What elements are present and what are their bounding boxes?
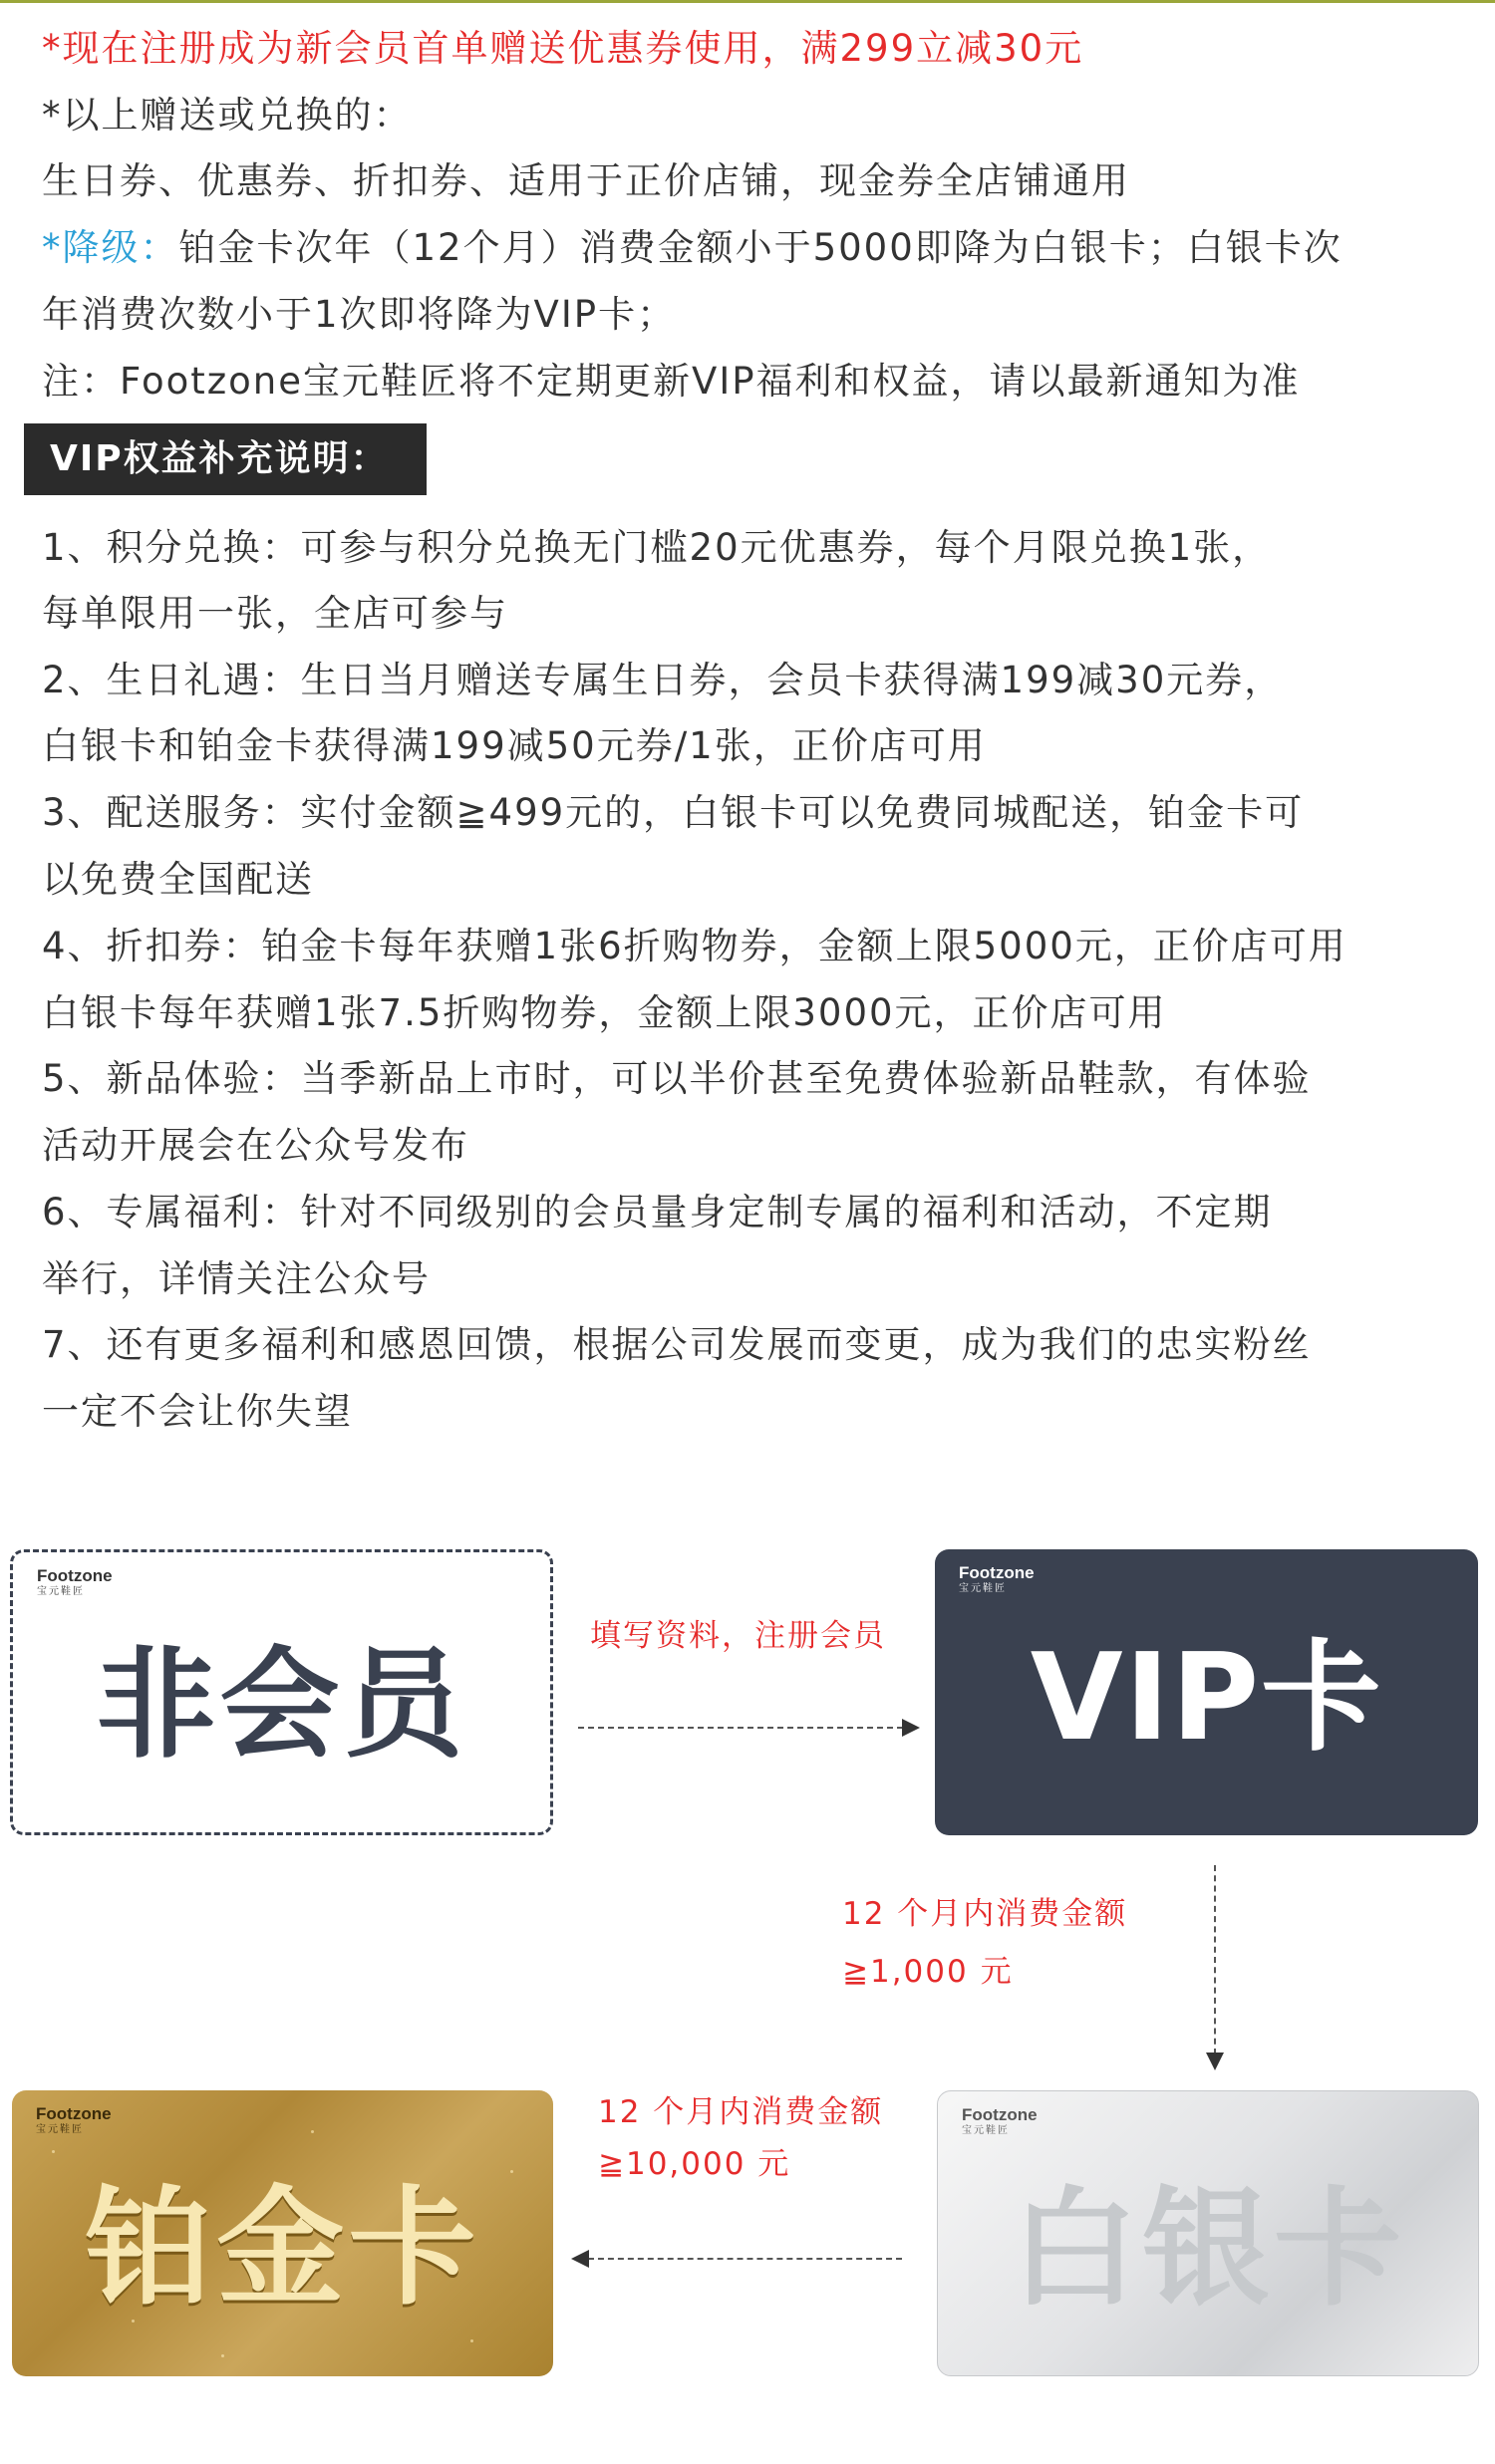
card-brand-logo: Footzone	[959, 1563, 1035, 1582]
card-brand-logo: Footzone	[36, 2104, 112, 2123]
downgrade-line-1	[42, 223, 1343, 273]
benefit-line: 每单限用一张，全店可参与	[42, 592, 508, 635]
benefit-line: 4、折扣券：铂金卡每年获赠1张6折购物券，金额上限5000元，正价店可用	[42, 925, 1347, 967]
gold-texture-speck	[470, 2339, 473, 2342]
benefit-line: 白银卡和铂金卡获得满199减50元券/1张，正价店可用	[42, 724, 987, 767]
benefit-line: 5、新品体验：当季新品上市时，可以半价甚至免费体验新品鞋款，有体验	[42, 1057, 1312, 1100]
silver-requirement-line2: ≧1,000 元	[842, 1954, 1014, 1990]
benefit-line: 一定不会让你失望	[42, 1390, 353, 1433]
gold-texture-speck	[52, 2150, 55, 2153]
gold-texture-speck	[221, 2354, 224, 2357]
register-step-label: 填写资料，注册会员	[590, 1618, 886, 1654]
benefit-line: 7、还有更多福利和感恩回馈，根据公司发展而变更，成为我们的忠实粉丝	[42, 1323, 1312, 1366]
silver-requirement-line1: 12 个月内消费金额	[842, 1896, 1128, 1932]
section-title-badge: VIP权益补充说明：	[24, 423, 427, 495]
flow-connector	[588, 2258, 902, 2260]
non-member-card	[10, 1549, 553, 1835]
benefit-line: 3、配送服务：实付金额≧499元的，白银卡可以免费同城配送，铂金卡可	[42, 791, 1305, 834]
gold-requirement-line1: 12 个月内消费金额	[598, 2094, 884, 2130]
silver-card	[937, 2090, 1479, 2376]
vip-card-title: VIP卡	[1030, 1629, 1383, 1768]
coupon-scope: 生日券、优惠券、折扣券、适用于正价店铺，现金券全店铺通用	[42, 159, 1130, 202]
update-notice: 注：Footzone宝元鞋匠将不定期更新VIP福利和权益，请以最新通知为准	[42, 360, 1301, 403]
gold-requirement-line2: ≧10,000 元	[598, 2146, 791, 2182]
flow-connector	[1214, 1865, 1216, 2054]
gold-card	[12, 2090, 553, 2376]
card-brand-sub: 宝元鞋匠	[959, 1583, 1007, 1594]
benefit-line: 举行，详情关注公众号	[42, 1257, 431, 1300]
flow-connector	[578, 1727, 903, 1729]
benefit-line: 白银卡每年获赠1张7.5折购物券，金额上限3000元，正价店可用	[42, 991, 1167, 1034]
card-brand-sub: 宝元鞋匠	[37, 1586, 85, 1597]
gold-texture-speck	[311, 2130, 314, 2133]
benefit-line: 活动开展会在公众号发布	[42, 1124, 469, 1167]
card-brand-logo: Footzone	[37, 1566, 113, 1585]
downgrade-line-2: 年消费次数小于1次即将降为VIP卡；	[42, 293, 677, 336]
card-brand-logo: Footzone	[962, 2105, 1038, 2124]
benefit-line: 1、积分兑换：可参与积分兑换无门槛20元优惠券，每个月限兑换1张，	[42, 526, 1272, 569]
silver-card-title: 白银卡	[1010, 2175, 1405, 2324]
top-divider	[0, 0, 1495, 3]
arrow-left-icon	[571, 2250, 589, 2268]
benefit-line: 6、专属福利：针对不同级别的会员量身定制专属的福利和活动，不定期	[42, 1191, 1273, 1233]
arrow-right-icon	[902, 1719, 920, 1737]
gift-note: *以上赠送或兑换的：	[42, 94, 413, 137]
arrow-down-icon	[1206, 2053, 1224, 2070]
card-brand-sub: 宝元鞋匠	[36, 2124, 84, 2135]
benefit-line: 以免费全国配送	[42, 858, 314, 901]
gold-card-title: 铂金卡	[85, 2174, 480, 2323]
non-member-card-title: 非会员	[96, 1636, 467, 1775]
card-brand-sub: 宝元鞋匠	[962, 2125, 1010, 2136]
downgrade-text: 铂金卡次年（12个月）消费金额小于5000即降为白银卡；白银卡次	[178, 226, 1343, 269]
downgrade-label: *降级：	[42, 226, 179, 269]
vip-card	[935, 1549, 1478, 1835]
gold-texture-speck	[510, 2170, 513, 2173]
benefit-line: 2、生日礼遇：生日当月赠送专属生日券，会员卡获得满199减30元券，	[42, 659, 1284, 701]
new-member-offer: *现在注册成为新会员首单赠送优惠券使用，满299立减30元	[42, 27, 1084, 70]
